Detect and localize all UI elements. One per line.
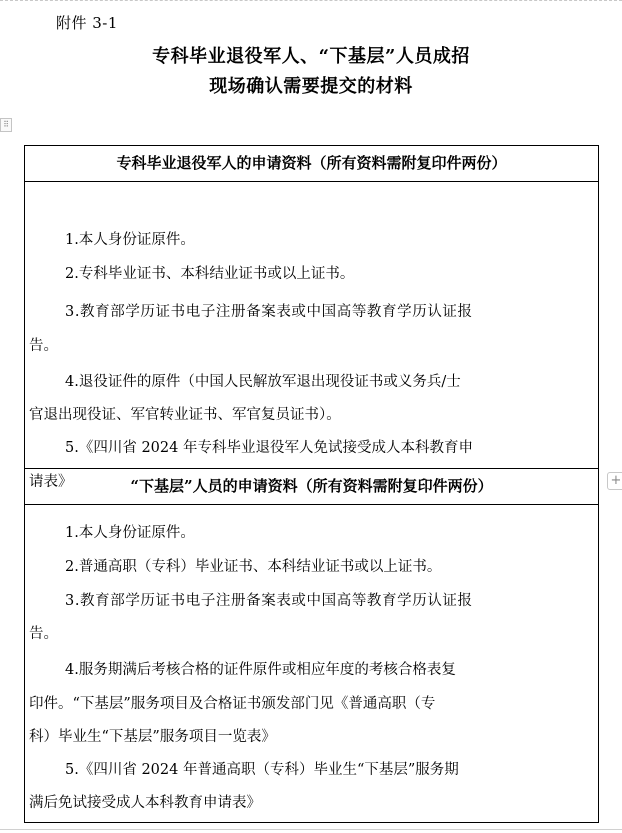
section1-item-2: 2.专科毕业证书、本科结业证书或以上证书。 — [65, 266, 355, 282]
section2-item-5: 5.《四川省 2024 年普通高职（专科）毕业生“下基层”服务期 — [65, 762, 459, 778]
section1-header: 专科毕业退役军人的申请资料（所有资料需附复印件两份） — [116, 154, 507, 172]
section2-item-4-cont2: 科）毕业生“下基层”服务项目一览表》 — [29, 729, 276, 745]
section1-item-5: 5.《四川省 2024 年专科毕业退役军人免试接受成人本科教育申 — [65, 440, 473, 456]
section1-item-3: 3.教育部学历证书电子注册备案表或中国高等教育学历认证报 — [65, 304, 473, 320]
section1-item-4: 4.退役证件的原件（中国人民解放军退出现役证书或义务兵/士 — [65, 374, 461, 390]
section2-item-3-cont: 告。 — [29, 626, 58, 642]
section2-item-2: 2.普通高职（专科）毕业证书、本科结业证书或以上证书。 — [65, 559, 442, 575]
annex-label: 附件 3-1 — [56, 14, 118, 32]
page-bottom-border — [0, 829, 622, 830]
section1-item-4-cont: 官退出现役证、军官转业证书、军官复员证书）。 — [29, 407, 341, 423]
materials-table — [24, 145, 599, 823]
table-move-handle-icon[interactable]: ⠿ — [0, 118, 12, 132]
section2-body — [25, 504, 598, 822]
page-top-border — [0, 0, 622, 4]
document-title-line-1: 专科毕业退役军人、“下基层”人员成招 — [152, 46, 470, 67]
document-title-line-2: 现场确认需要提交的材料 — [209, 76, 413, 97]
section2-item-3: 3.教育部学历证书电子注册备案表或中国高等教育学历认证报 — [65, 593, 473, 609]
section2-item-4: 4.服务期满后考核合格的证件原件或相应年度的考核合格表复 — [65, 662, 456, 678]
section1-item-3-cont: 告。 — [29, 338, 58, 354]
section2-item-5-cont: 满后免试接受成人本科教育申请表》 — [29, 795, 261, 811]
add-row-button[interactable]: + — [607, 472, 622, 490]
section2-item-1: 1.本人身份证原件。 — [65, 525, 195, 541]
section2-item-4-cont1: 印件。“下基层”服务项目及合格证书颁发部门见《普通高职（专 — [29, 696, 436, 712]
section1-item-1: 1.本人身份证原件。 — [65, 232, 195, 248]
section1-item-5-cont: 请表》 — [29, 474, 73, 490]
section2-header: “下基层”人员的申请资料（所有资料需附复印件两份） — [25, 468, 598, 504]
